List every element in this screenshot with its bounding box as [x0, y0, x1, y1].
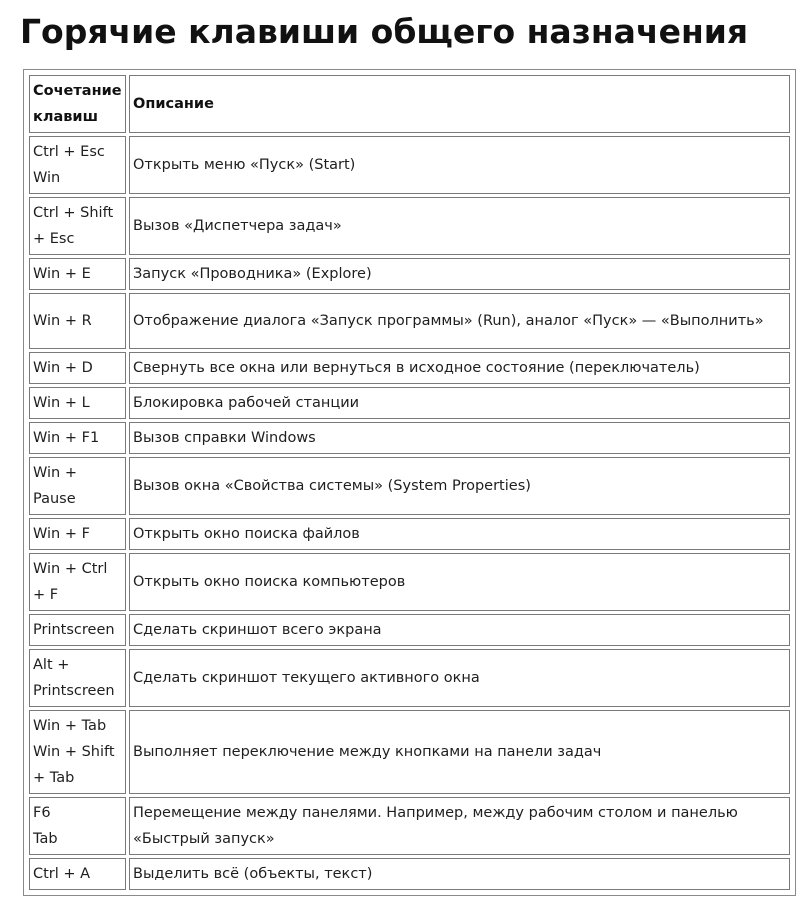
hotkey-description: Вызов окна «Свойства системы» (System Properties)	[129, 457, 790, 515]
hotkey-combination: Printscreen	[29, 614, 126, 646]
table-row	[29, 258, 790, 290]
hotkey-description: Сделать скриншот текущего активного окна	[129, 649, 790, 707]
hotkey-combination: Ctrl + A	[29, 858, 126, 890]
table-row	[29, 352, 790, 384]
table-body	[29, 136, 790, 890]
table-row	[29, 136, 790, 194]
table-row	[29, 518, 790, 550]
hotkey-description: Перемещение между панелями. Например, между рабочим столом и панелью «Быстрый запуск»	[129, 797, 790, 855]
hotkeys-table	[26, 72, 793, 893]
hotkey-description: Вызов справки Windows	[129, 422, 790, 454]
hotkeys-table-frame	[23, 69, 796, 896]
hotkey-description: Вызов «Диспетчера задач»	[129, 197, 790, 255]
table-row	[29, 422, 790, 454]
table-row	[29, 293, 790, 349]
hotkey-description: Открыть окно поиска файлов	[129, 518, 790, 550]
table-row	[29, 797, 790, 855]
table-row	[29, 858, 790, 890]
table-row	[29, 553, 790, 611]
hotkey-description: Блокировка рабочей станции	[129, 387, 790, 419]
hotkey-combination: Win + D	[29, 352, 126, 384]
hotkey-combination: Win + E	[29, 258, 126, 290]
table-row	[29, 649, 790, 707]
table-row	[29, 614, 790, 646]
table-row	[29, 387, 790, 419]
table-row	[29, 457, 790, 515]
hotkey-combination: Ctrl + Esc Win	[29, 136, 126, 194]
page-title: Горячие клавиши общего назначения	[20, 12, 749, 51]
hotkey-combination: Alt + Printscreen	[29, 649, 126, 707]
header-keys: Сочетание клавиш	[29, 75, 126, 133]
hotkey-description: Запуск «Проводника» (Explore)	[129, 258, 790, 290]
header-description: Описание	[129, 75, 790, 133]
hotkey-combination: F6 Tab	[29, 797, 126, 855]
hotkey-description: Отображение диалога «Запуск программы» (Run), аналог «Пуск» — «Выполнить»	[129, 293, 790, 349]
hotkey-combination: Win + Pause	[29, 457, 126, 515]
table-row	[29, 710, 790, 794]
table-row	[29, 197, 790, 255]
hotkey-combination: Win + F	[29, 518, 126, 550]
hotkey-combination: Win + Ctrl + F	[29, 553, 126, 611]
hotkey-combination: Win + L	[29, 387, 126, 419]
hotkey-description: Открыть окно поиска компьютеров	[129, 553, 790, 611]
hotkey-description: Выделить всё (объекты, текст)	[129, 858, 790, 890]
hotkey-description: Сделать скриншот всего экрана	[129, 614, 790, 646]
hotkey-combination: Win + R	[29, 293, 126, 349]
hotkey-description: Выполняет переключение между кнопками на панели задач	[129, 710, 790, 794]
hotkey-combination: Win + F1	[29, 422, 126, 454]
table-header-row	[29, 75, 790, 133]
hotkey-combination: Win + Tab Win + Shift + Tab	[29, 710, 126, 794]
hotkey-combination: Ctrl + Shift + Esc	[29, 197, 126, 255]
hotkey-description: Свернуть все окна или вернуться в исходное состояние (переключатель)	[129, 352, 790, 384]
hotkey-description: Открыть меню «Пуск» (Start)	[129, 136, 790, 194]
